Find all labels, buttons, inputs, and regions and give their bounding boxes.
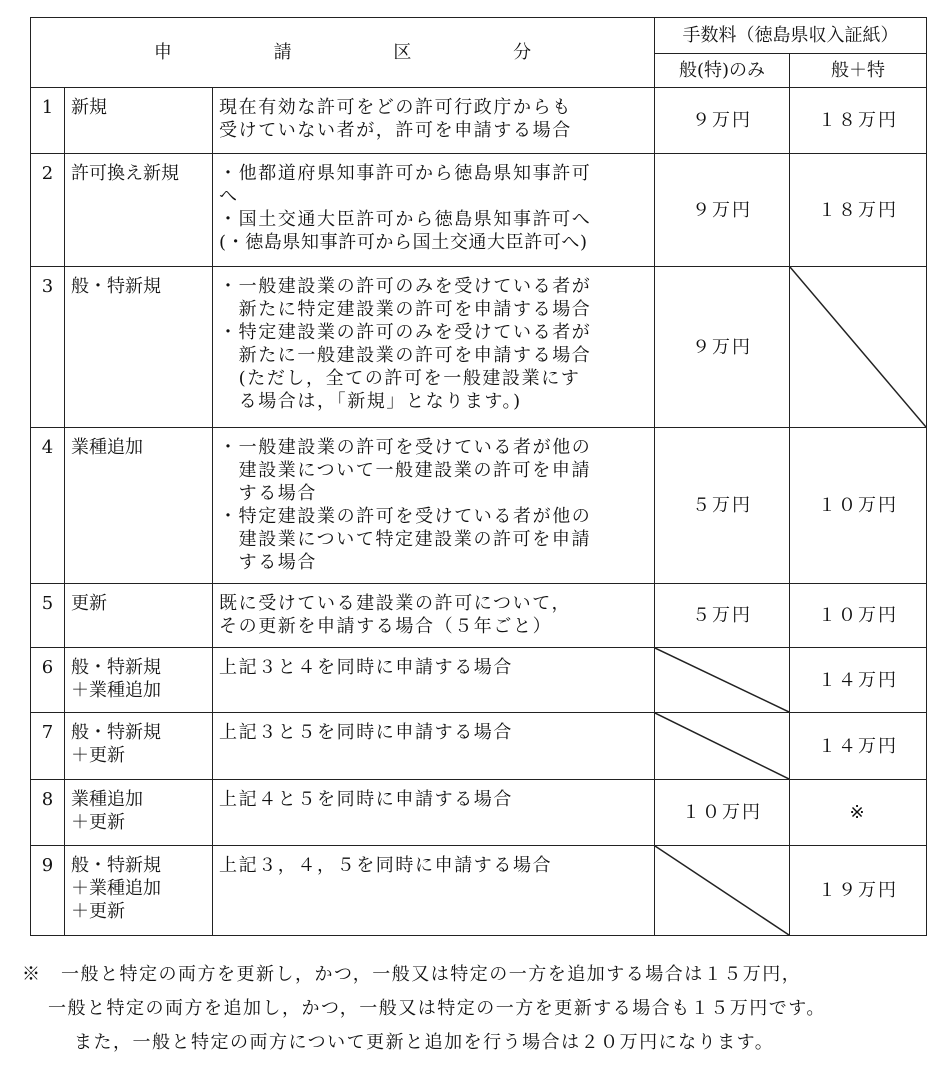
table-row (31, 846, 927, 936)
table-row (31, 267, 927, 428)
desc-line: する場合 (219, 552, 317, 573)
not-applicable-cell (655, 713, 790, 780)
fee-general-plus-special: １４万円 (790, 713, 927, 780)
description (213, 648, 655, 713)
description (213, 88, 655, 154)
row-number: 6 (31, 648, 65, 713)
type-line: 更新 (71, 593, 107, 614)
type-line: ＋更新 (71, 901, 125, 922)
fee-general-plus-special: １０万円 (790, 428, 927, 584)
type-line: 般・特新規 (71, 722, 161, 743)
desc-line: 上記３と４を同時に申請する場合 (219, 657, 513, 678)
not-applicable-cell (655, 846, 790, 936)
not-applicable-cell (790, 267, 927, 428)
row-number: 4 (31, 428, 65, 584)
desc-line: その更新を申請する場合（５年ごと） (219, 616, 553, 637)
diagonal-slash (655, 846, 789, 935)
fee-general-only: １０万円 (655, 780, 790, 846)
row-number: 5 (31, 584, 65, 648)
row-number: 2 (31, 154, 65, 267)
desc-line: (・徳島県知事許可から国土交通大臣許可へ) (219, 232, 588, 253)
desc-line: ・一般建設業の許可を受けている者が他の (219, 437, 592, 458)
application-type (65, 428, 213, 584)
desc-line: る場合は，「新規」となります。) (219, 391, 522, 412)
description (213, 428, 655, 584)
table-row (31, 428, 927, 584)
fee-general-only: ９万円 (655, 267, 790, 428)
header-char: 分 (513, 42, 532, 63)
application-type (65, 846, 213, 936)
description (213, 154, 655, 267)
footnote-line: また，一般と特定の両方について更新と追加を行う場合は２０万円になります。 (74, 1032, 775, 1053)
desc-line: 上記３，４，５を同時に申請する場合 (219, 855, 553, 876)
row-number: 9 (31, 846, 65, 936)
type-line: ＋更新 (71, 812, 125, 833)
row-number: 1 (31, 88, 65, 154)
desc-line: 建設業について特定建設業の許可を申請 (219, 529, 592, 550)
description (213, 713, 655, 780)
application-type (65, 780, 213, 846)
type-line: ＋更新 (71, 745, 125, 766)
general-plus-special-header: 般＋特 (790, 54, 927, 88)
fee-general-only: ９万円 (655, 154, 790, 267)
fee-general-only: ９万円 (655, 88, 790, 154)
row-number: 7 (31, 713, 65, 780)
description (213, 846, 655, 936)
description (213, 584, 655, 648)
footnote (22, 958, 942, 1060)
application-type (65, 648, 213, 713)
desc-line: 新たに一般建設業の許可を申請する場合 (219, 345, 592, 366)
type-line: 般・特新規 (71, 276, 161, 297)
fee-general-plus-special: １４万円 (790, 648, 927, 713)
desc-line: 既に受けている建設業の許可について， (219, 593, 572, 614)
desc-line: する場合 (219, 483, 317, 504)
desc-line: 建設業について一般建設業の許可を申請 (219, 460, 592, 481)
diagonal-slash (655, 713, 789, 779)
application-type (65, 88, 213, 154)
header-char: 区 (393, 42, 412, 63)
desc-line: 上記３と５を同時に申請する場合 (219, 722, 513, 743)
not-applicable-cell (655, 648, 790, 713)
table-row (31, 88, 927, 154)
application-type (65, 154, 213, 267)
type-line: ＋業種追加 (71, 878, 161, 899)
application-type (65, 713, 213, 780)
type-line: 般・特新規 (71, 855, 161, 876)
table-row (31, 780, 927, 846)
row-number: 3 (31, 267, 65, 428)
type-line: ＋業種追加 (71, 680, 161, 701)
desc-line: ・国土交通大臣許可から徳島県知事許可へ (219, 209, 592, 230)
table-row (31, 154, 927, 267)
type-line: 新規 (71, 97, 107, 118)
header-char: 申 (153, 42, 172, 63)
type-line: 業種追加 (71, 437, 143, 458)
fee-general-plus-special: １０万円 (790, 584, 927, 648)
general-only-header: 般(特)のみ (655, 54, 790, 88)
fee-table (30, 17, 927, 936)
type-line: 般・特新規 (71, 657, 161, 678)
footnote-line: 一般と特定の両方を追加し，かつ，一般又は特定の一方を更新する場合も１５万円です。 (48, 998, 826, 1019)
desc-line: へ (219, 186, 239, 207)
fee-general-only: ５万円 (655, 428, 790, 584)
diagonal-slash (655, 648, 789, 712)
fee-general-plus-special: １８万円 (790, 88, 927, 154)
fee-general-only: ５万円 (655, 584, 790, 648)
description (213, 780, 655, 846)
type-line: 業種追加 (71, 789, 143, 810)
table-row (31, 648, 927, 713)
type-line: 許可換え新規 (71, 163, 179, 184)
application-type (65, 584, 213, 648)
desc-line: 受けていない者が，許可を申請する場合 (219, 120, 572, 141)
desc-line: ・一般建設業の許可のみを受けている者が (219, 276, 592, 297)
desc-line: ・特定建設業の許可を受けている者が他の (219, 506, 592, 527)
fee-general-plus-special: １８万円 (790, 154, 927, 267)
fee-general-plus-special: １９万円 (790, 846, 927, 936)
desc-line: ・特定建設業の許可のみを受けている者が (219, 322, 592, 343)
fee-title-header: 手数料（徳島県収入証紙） (655, 18, 927, 54)
footnote-line: ※ 一般と特定の両方を更新し，かつ，一般又は特定の一方を追加する場合は１５万円， (22, 964, 802, 985)
application-type (65, 267, 213, 428)
fee-general-plus-special: ※ (790, 780, 927, 846)
description (213, 267, 655, 428)
application-category-header (31, 18, 655, 88)
table-row (31, 713, 927, 780)
diagonal-slash (790, 267, 926, 427)
desc-line: ・他都道府県知事許可から徳島県知事許可 (219, 163, 592, 184)
row-number: 8 (31, 780, 65, 846)
header-char: 請 (273, 42, 292, 63)
desc-line: (ただし，全ての許可を一般建設業にす (219, 368, 581, 389)
table-row (31, 584, 927, 648)
desc-line: 現在有効な許可をどの許可行政庁からも (219, 97, 572, 118)
desc-line: 新たに特定建設業の許可を申請する場合 (219, 299, 592, 320)
desc-line: 上記４と５を同時に申請する場合 (219, 789, 513, 810)
